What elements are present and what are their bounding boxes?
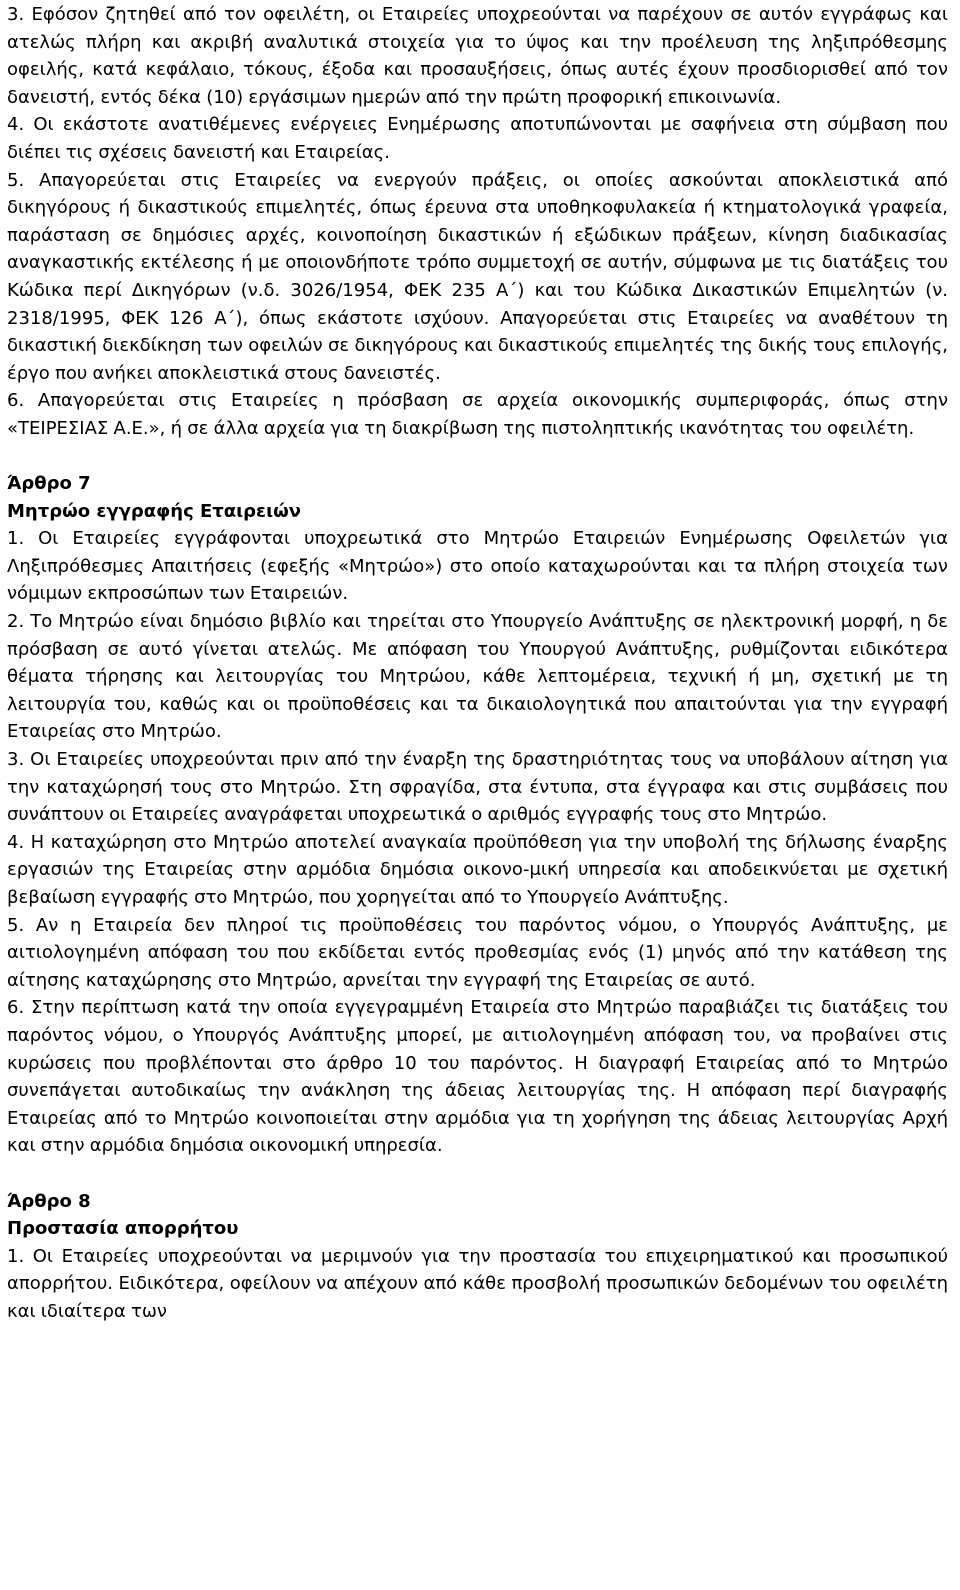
spacer	[7, 443, 948, 471]
article-8-title: Προστασία απορρήτου	[7, 1218, 239, 1240]
article-7-paragraph-2: 2. Το Μητρώο είναι δημόσιο βιβλίο και τηρείται στο Υπουργείο Ανάπτυξης σε ηλεκτρονική μορφή, η δε πρόσβαση σε αυτό γίνεται ατελώς. Με απόφαση του Υπουργού Ανάπτυξης, ρυθμίζονται ειδικότερα θέματα τήρησης και λειτουργίας του Μητρώου, κάθε λεπτομέρεια, τεχνική ή μη, σχετική με τη λειτουργία του, καθώς και οι προϋποθέσεις και τα δικαιολογητικά που απαιτούνται για την εγγραφή Εταιρείας στο Μητρώο.	[7, 611, 948, 743]
article-7-number: Άρθρο 7	[7, 473, 91, 495]
article-7-paragraph-5: 5. Αν η Εταιρεία δεν πληροί τις προϋποθέσεις του παρόντος νόμου, ο Υπουργός Ανάπτυξης, με αιτιολογημένη απόφαση του που εκδίδεται εντός προθεσμίας ενός (1) μηνός από την κατάθεση της αίτησης καταχώρησης στο Μητρώο, αρνείται την εγγραφή της Εταιρείας σε αυτό.	[7, 914, 948, 991]
article-8-number: Άρθρο 8	[7, 1190, 91, 1212]
article-7-title: Μητρώο εγγραφής Εταιρειών	[7, 500, 301, 522]
article-7-paragraph-6: 6. Στην περίπτωση κατά την οποία εγγεγραμμένη Εταιρεία στο Μητρώο παραβιάζει τις διατάξεις του παρόντος νόμου, ο Υπουργός Ανάπτυξης μπορεί, με αιτιολογημένη απόφαση του, να προβαίνει στις κυρώσεις που προβλέπονται στο άρθρο 10 του παρόντος. Η διαγραφή Εταιρείας από το Μητρώο συνεπάγεται αυτοδικαίως την ανάκληση της άδειας λειτουργίας της. Η απόφαση περί διαγραφής Εταιρείας από το Μητρώο κοινοποιείται στην αρμόδια για τη χορήγηση της άδειας λειτουργίας Αρχή και στην αρμόδια δημόσια οικονομική υπηρεσία.	[7, 997, 948, 1157]
paragraph-6: 6. Απαγορεύεται στις Εταιρείες η πρόσβαση σε αρχεία οικονομικής συμπεριφοράς, όπως στην «ΤΕΙΡΕΣΙΑΣ Α.Ε.», ή σε άλλα αρχεία για τη διακρίβωση της πιστοληπτικής ικανότητας του οφειλέτη.	[7, 390, 948, 439]
spacer	[7, 1160, 948, 1188]
paragraph-4: 4. Οι εκάστοτε ανατιθέμενες ενέργειες Ενημέρωσης αποτυπώνονται με σαφήνεια στη σύμβαση που διέπει τις σχέσεις δανειστή και Εταιρείας.	[7, 114, 948, 163]
article-7-paragraph-4: 4. Η καταχώρηση στο Μητρώο αποτελεί αναγκαία προϋπόθεση για την υποβολή της δήλωσης έναρξης εργασιών της Εταιρείας στην αρμόδια δημόσια οικονο-μική υπηρεσία και αποδεικνύεται με σχετική βεβαίωση εγγραφής στο Μητρώο, που χορηγείται από το Υπουργείο Ανάπτυξης.	[7, 831, 948, 908]
article-7-paragraph-3: 3. Οι Εταιρείες υποχρεούνται πριν από την έναρξη της δραστηριότητας τους να υποβάλουν αίτηση για την καταχώρησή τους στο Μητρώο. Στη σφραγίδα, στα έντυπα, στα έγγραφα και στις συμβάσεις που συνάπτουν οι Εταιρείες αναγράφεται υποχρεωτικά ο αριθμός εγγραφής τους στο Μητρώο.	[7, 749, 948, 826]
article-7-paragraph-1: 1. Οι Εταιρείες εγγράφονται υποχρεωτικά στο Μητρώο Εταιρειών Ενημέρωσης Οφειλετών για Ληξιπρόθεσμες Απαιτήσεις (εφεξής «Μητρώο») στο οποίο καταχωρούνται και τα πλήρη στοιχεία των νόμιμων εκπροσώπων των Εταιρειών.	[7, 528, 948, 605]
paragraph-3: 3. Εφόσον ζητηθεί από τον οφειλέτη, οι Εταιρείες υποχρεούνται να παρέχουν σε αυτόν εγγράφως και ατελώς πλήρη και ακριβή αναλυτικά στοιχεία για το ύψος και την προέλευση της ληξιπρόθεσμης οφειλής, κατά κεφάλαιο, τόκους, έξοδα και προσαυξήσεις, όπως αυτές έχουν προσδιορισθεί από τον δανειστή, εντός δέκα (10) εργάσιμων ημερών από την πρώτη προφορική επικοινωνία.	[7, 4, 948, 108]
paragraph-5: 5. Απαγορεύεται στις Εταιρείες να ενεργούν πράξεις, οι οποίες ασκούνται αποκλειστικά από δικηγόρους ή δικαστικούς επιμελητές, όπως έρευνα στα υποθηκοφυλακεία ή κτηματολογικά γραφεία, παράσταση σε δημόσιες αρχές, κοινοποίηση δικαστικών ή εξώδικων πράξεων, κίνηση διαδικασίας αναγκαστικής εκτέλεσης ή με οποιονδήποτε τρόπο συμμετοχή σε αυτήν, σύμφωνα με τις διατάξεις του Κώδικα περί Δικηγόρων (ν.δ. 3026/1954, ΦΕΚ 235 Α΄) και του Κώδικα Δικαστικών Επιμελητών (ν. 2318/1995, ΦΕΚ 126 Α΄), όπως εκάστοτε ισχύουν. Απαγορεύεται στις Εταιρείες να αναθέτουν τη δικαστική διεκδίκηση των οφειλών σε δικηγόρους και δικαστικούς επιμελητές της δικής τους επιλογής, έργο που ανήκει αποκλειστικά στους δανειστές.	[7, 169, 948, 384]
article-8-paragraph-1: 1. Οι Εταιρείες υποχρεούνται να μεριμνούν για την προστασία του επιχειρηματικού και προσωπικού απορρήτου. Ειδικότερα, οφείλουν να απέχουν από κάθε προσβολή προσωπικών δεδομένων του οφειλέτη και ιδιαίτερα των	[7, 1245, 948, 1322]
